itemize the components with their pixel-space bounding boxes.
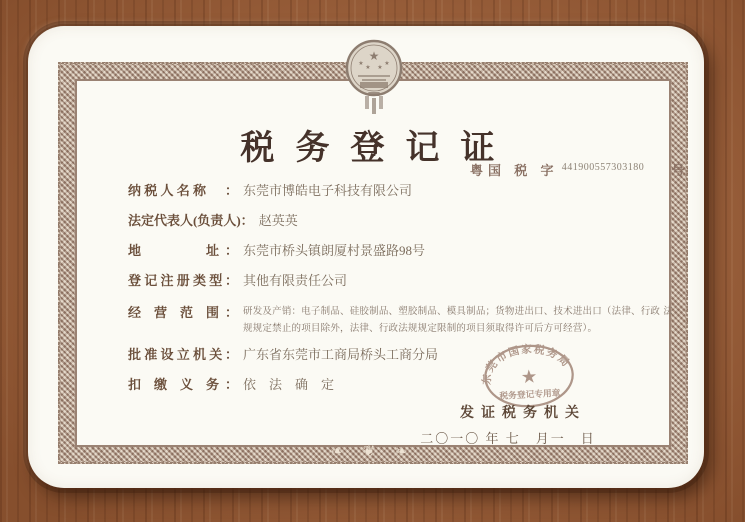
- field-label: 批 准 设 立 机 关: [128, 347, 223, 362]
- certificate-card: [28, 26, 704, 488]
- field-colon: ：: [225, 183, 239, 198]
- field-colon: ：: [240, 213, 254, 228]
- field-label: 登 记 注 册 类 型: [128, 273, 223, 288]
- scope-line-2: 法规规定禁止的项目除外，法律、行政法规规定限制的项目须取得许可后方可经营）。: [243, 307, 674, 334]
- field-colon: ：: [225, 273, 239, 288]
- emblem-big-star-icon: ★: [368, 49, 380, 63]
- field-value: 广东省东莞市工商局桥头工商分局: [243, 347, 439, 362]
- field-value: 其他有限责任公司: [243, 273, 348, 288]
- field-colon: ：: [225, 243, 239, 258]
- serial-number: 441900557303180: [561, 162, 645, 173]
- seal-ring-text: 东莞市国家税务局: [480, 343, 573, 386]
- national-emblem-icon: [344, 38, 404, 116]
- field-row-registration-type: [128, 270, 347, 289]
- serial-suffix: 号: [671, 163, 685, 178]
- border-ornament-icon: ❧ ❦ ❧: [330, 444, 416, 460]
- field-colon: ：: [225, 347, 239, 362]
- serial-number-line: [470, 160, 685, 179]
- field-label: 地 址: [128, 243, 220, 258]
- scope-line-1: 研发及产销：电子制品、硅胶制品、塑胶制品、模具制品；货物进出口、技术进出口（法律、行政: [243, 307, 661, 317]
- serial-prefix: 粤国 税 字: [470, 163, 559, 178]
- field-colon: ：: [225, 305, 239, 320]
- seal-bottom-text: 税务登记专用章: [499, 387, 561, 401]
- certificate-title: 税务登记证: [240, 130, 516, 167]
- field-label: 经 营 范 围: [128, 305, 220, 320]
- emblem-small-star-icon: ★: [377, 65, 383, 71]
- issuing-authority-label: 发证税务机关: [460, 406, 586, 421]
- seal-star-icon: ★: [520, 366, 538, 388]
- emblem-small-star-icon: ★: [358, 61, 364, 67]
- field-label: 纳 税 人 名 称: [128, 183, 207, 198]
- field-value: 东莞市桥头镇朗厦村景盛路98号: [243, 243, 426, 258]
- field-value: [243, 302, 681, 335]
- emblem-small-star-icon: ★: [365, 65, 371, 71]
- field-value: 赵英英: [258, 213, 298, 228]
- field-label: 扣 缴 义 务: [128, 377, 220, 392]
- field-row-business-scope: [128, 302, 681, 335]
- field-value: 东莞市博皓电子科技有限公司: [243, 183, 413, 198]
- field-row-legal-representative: [128, 210, 298, 229]
- field-value: 依 法 确 定: [243, 377, 335, 392]
- field-colon: ：: [225, 377, 239, 392]
- field-row-withholding-obligation: [128, 374, 334, 393]
- field-row-approving-authority: [128, 344, 438, 363]
- field-row-taxpayer-name: [128, 180, 412, 199]
- field-label: 法定代表人(负责人): [128, 213, 241, 228]
- issue-date: 二〇一〇 年 七 月一 日: [420, 431, 596, 446]
- field-row-address: [128, 240, 425, 259]
- emblem-small-star-icon: ★: [384, 61, 390, 67]
